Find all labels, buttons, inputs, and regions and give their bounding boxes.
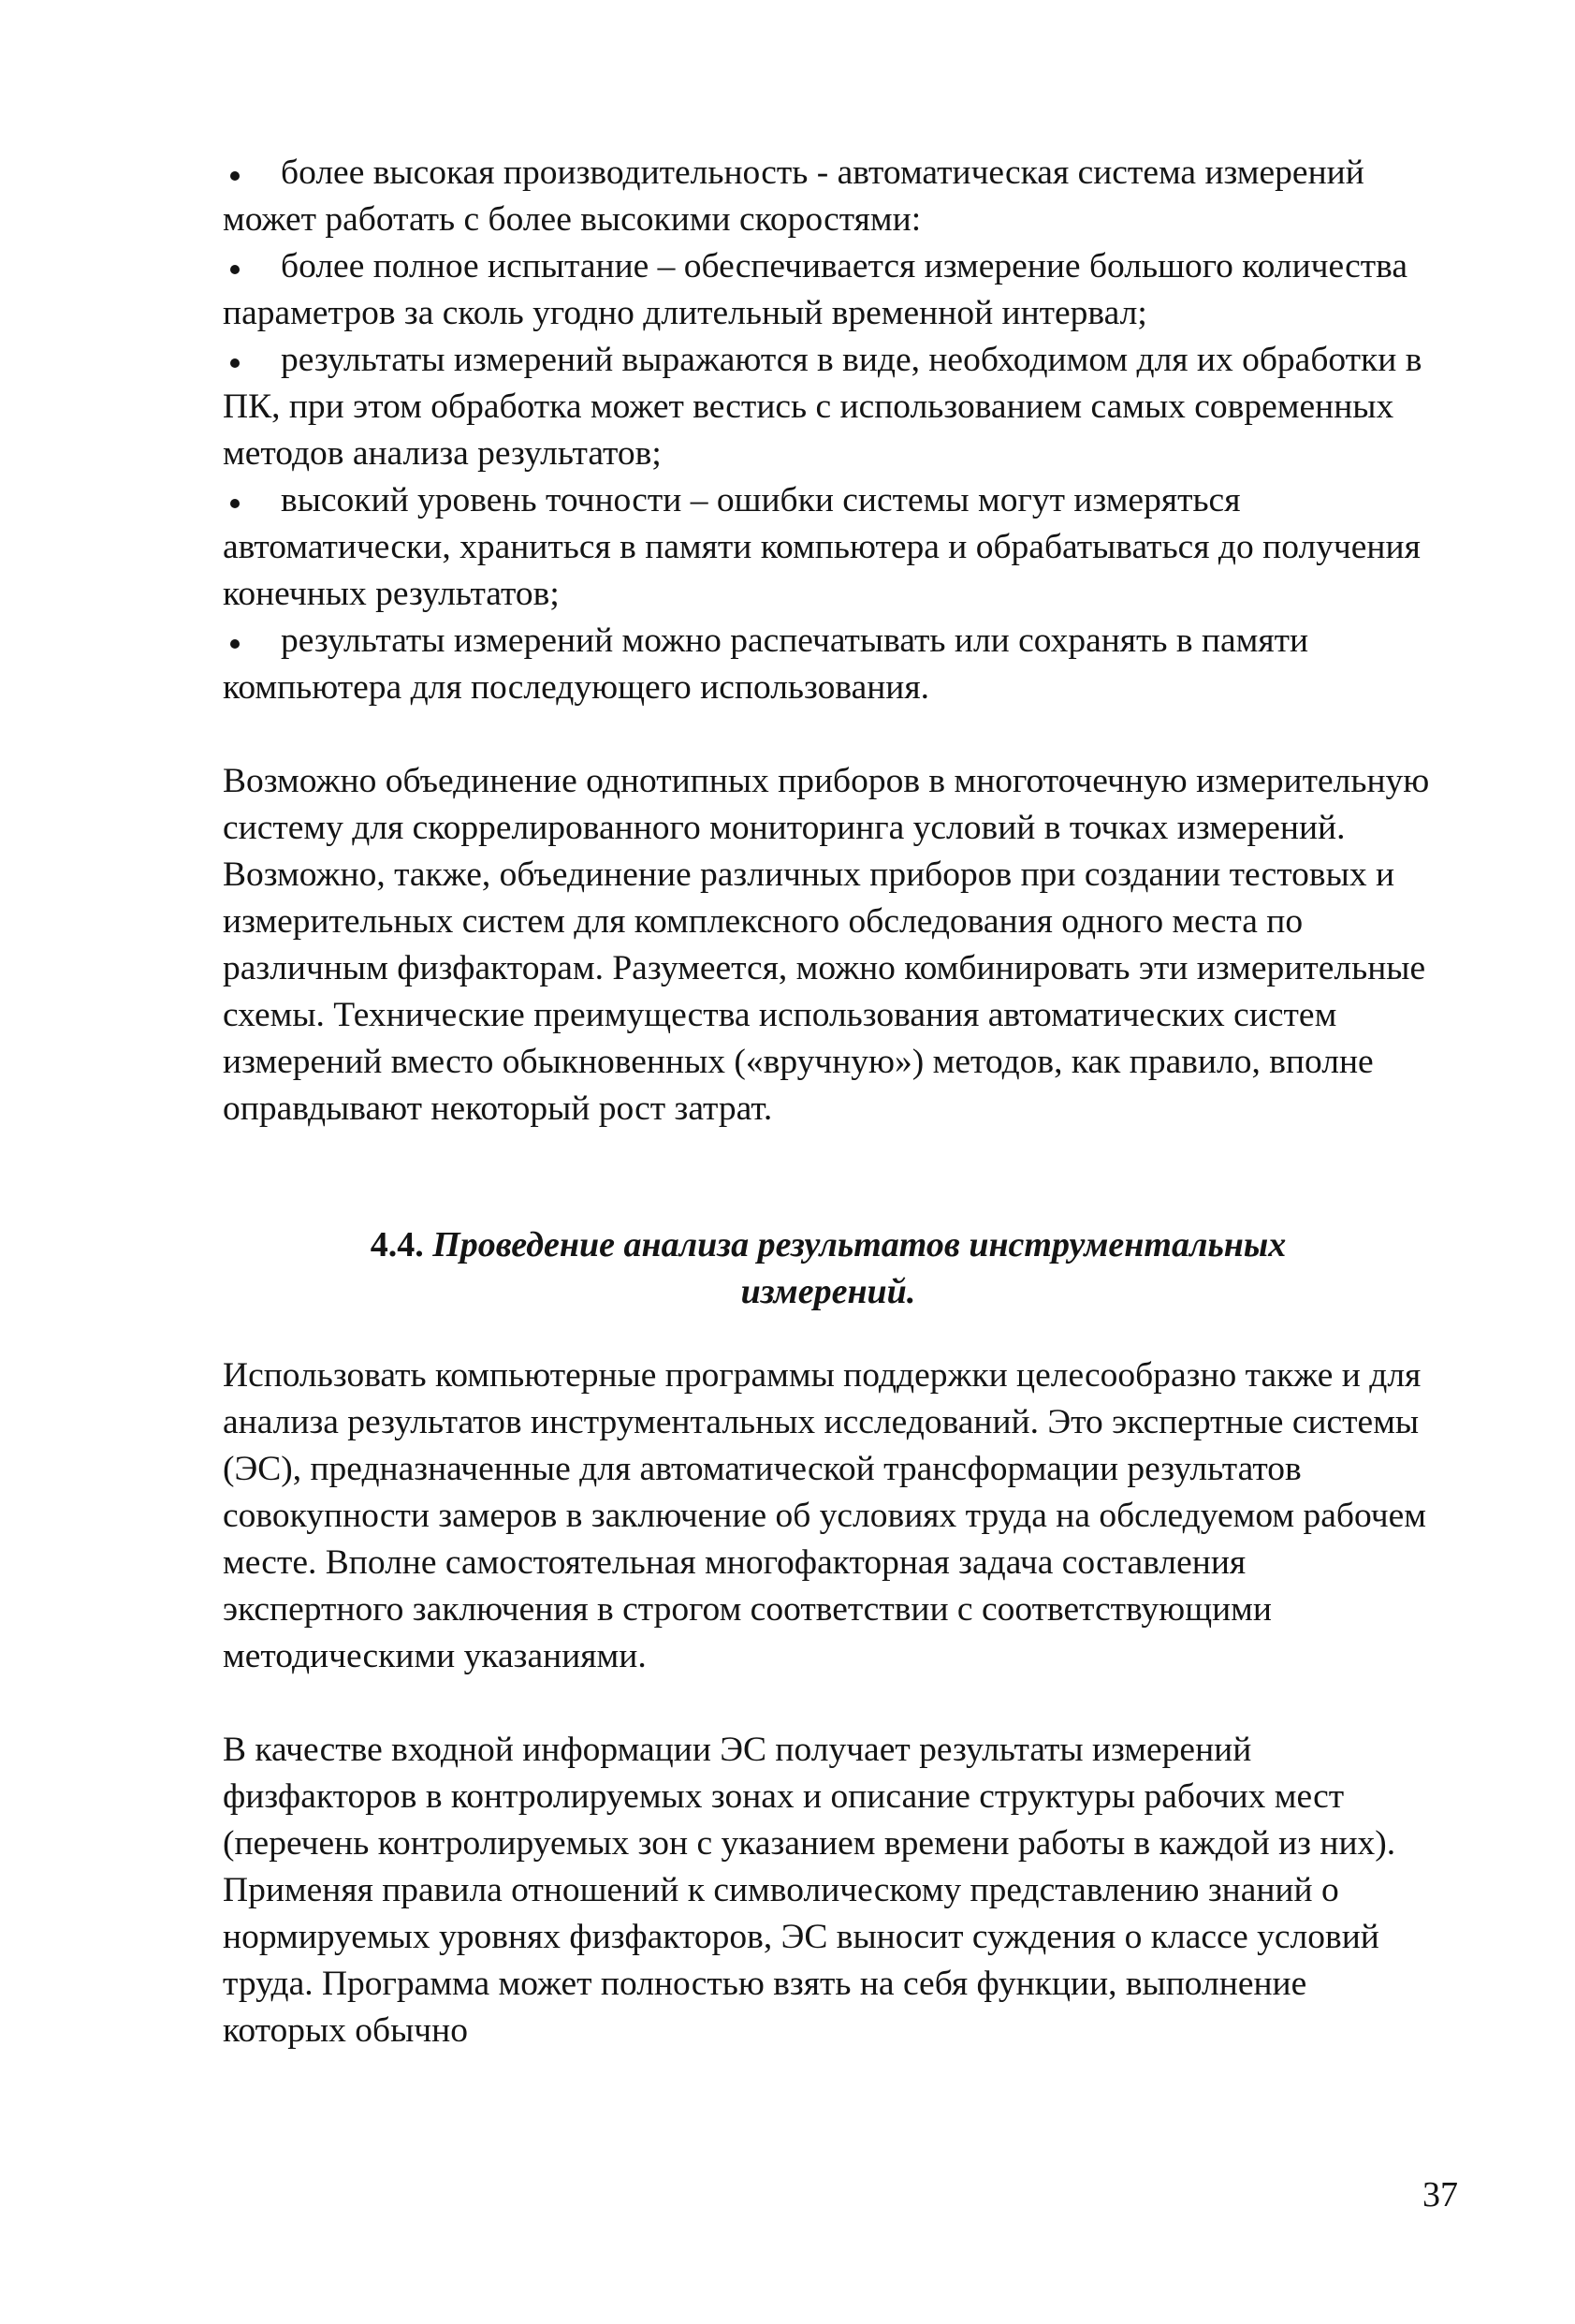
bullet-item: более высокая производительность - автоматическая система измерений может работать с более высокими скоростями: — [223, 150, 1430, 243]
bullet-list — [223, 150, 1430, 711]
page-number: 37 — [1422, 2175, 1458, 2214]
bullet-item: высокий уровень точности – ошибки системы могут измеряться автоматически, храниться в памяти компьютера и обрабатываться до получения конечных результатов; — [223, 477, 1430, 618]
paragraph-integration: Возможно объединение однотипных приборов в многоточечную измерительную систему для скоррелированного мониторинга условий в точках измерений. Возможно, также, объединение различных приборов при создании тестовых и измерительных систем для комплексного обследования одного места по различным физфакторам. Разумеется, можно комбинировать эти измерительные схемы. Технические преимущества использования автоматических систем измерений вместо обыкновенных («вручную») методов, как правило, вполне оправдывают некоторый рост затрат. — [223, 762, 1430, 1128]
bullet-item: результаты измерений можно распечатывать или сохранять в памяти компьютера для последующего использования. — [223, 618, 1430, 711]
bullet-item: результаты измерений выражаются в виде, необходимом для их обработки в ПК, при этом обработка может вестись с использованием самых современных методов анализа результатов; — [223, 337, 1430, 477]
paragraph-expert-systems: Использовать компьютерные программы поддержки целесообразно также и для анализа результатов инструментальных исследований. Это экспертные системы (ЭС), предназначенные для автоматической трансформации результатов совокупности замеров в заключение об условиях труда на обследуемом рабочем месте. Вполне самостоятельная многофакторная задача составления экспертного заключения в строгом соответствии с соответствующими методическими указаниями. — [223, 1356, 1427, 1675]
paragraph-input-information: В качестве входной информации ЭС получает результаты измерений физфакторов в контролируемых зонах и описание структуры рабочих мест (перечень контролируемых зон с указанием времени работы в каждой из них). Применяя правила отношений к символическому представлению знаний о нормируемых уровнях физфакторов, ЭС выносит суждения о классе условий труда. Программа может полностью взять на себя функции, выполнение которых обычно — [223, 1731, 1396, 2050]
section-title: Проведение анализа результатов инструментальных измерений. — [432, 1225, 1287, 1311]
section-heading — [281, 1221, 1376, 1315]
bullet-item: более полное испытание – обеспечивается измерение большого количества параметров за сколь угодно длительный временной интервал; — [223, 243, 1430, 337]
section-number: 4.4. — [370, 1225, 424, 1264]
